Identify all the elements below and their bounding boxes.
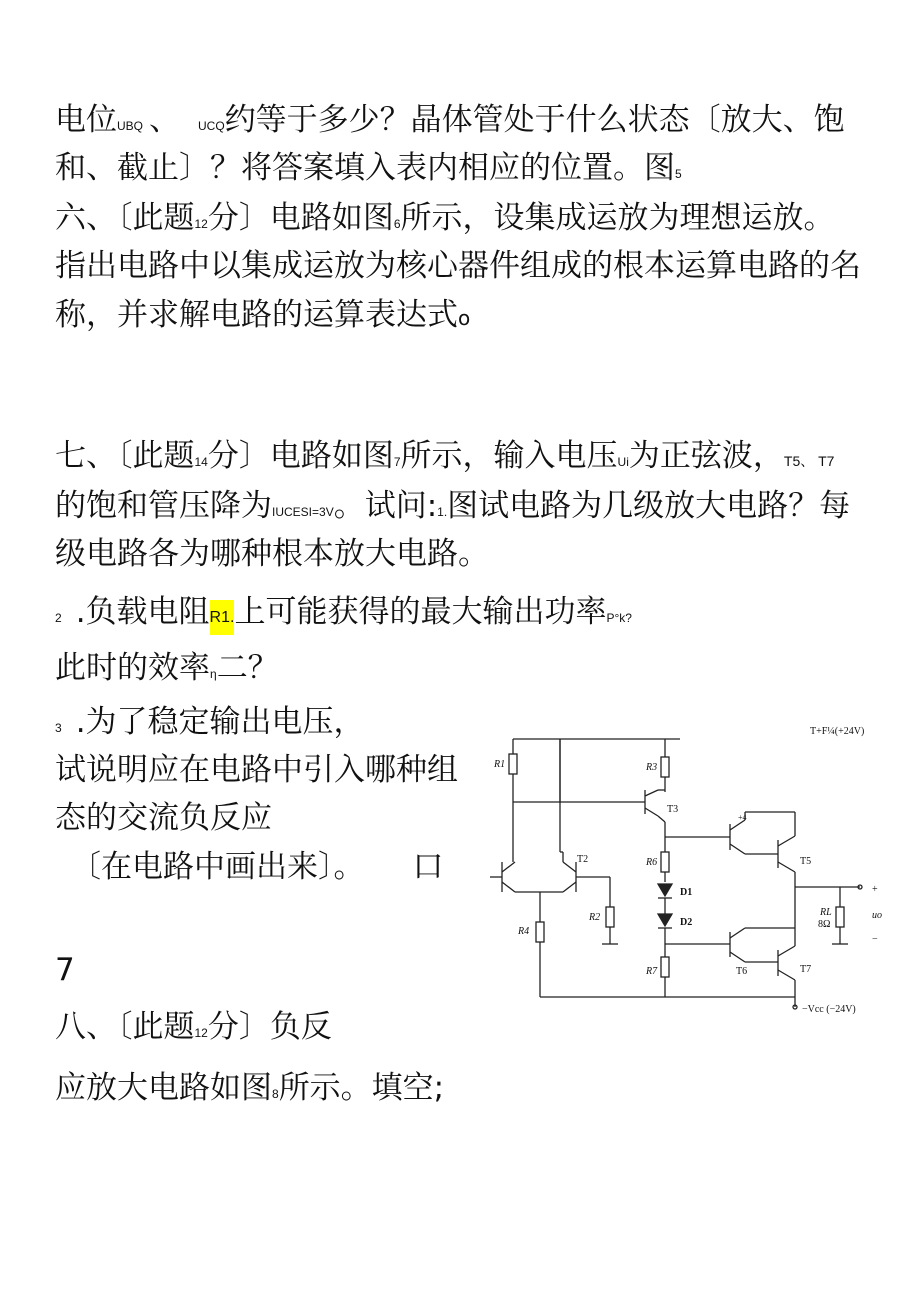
- text: 的饱和管压降为: [55, 488, 272, 524]
- text: 六、〔此题: [55, 200, 195, 236]
- figure-number: 8: [272, 1087, 279, 1101]
- vcc-negative-label: −Vcc (−24V): [802, 1004, 856, 1015]
- text: 电位: [55, 102, 117, 138]
- text: 约等于多少？晶体管处于什么状态〔放大、饱: [224, 102, 845, 138]
- symbol-ubq: UBQ: [117, 119, 144, 133]
- t6-label: T6: [736, 966, 748, 977]
- text: 所示。填空;: [278, 1070, 445, 1106]
- score: 14: [194, 455, 208, 469]
- text-line-6: [55, 436, 834, 482]
- t3-label: T3: [667, 804, 679, 815]
- r2-label: R2: [589, 912, 601, 923]
- score: 12: [194, 217, 208, 231]
- text: 所示，设集成运放为理想运放。: [400, 200, 835, 236]
- symbol-eta: η: [210, 667, 217, 681]
- text-line-2: [55, 148, 682, 194]
- figure-number: 6: [393, 217, 401, 231]
- t5-label: T5: [800, 856, 812, 867]
- r3-label: R3: [646, 762, 658, 773]
- symbol-pom: P°k?: [606, 611, 632, 625]
- text-line-3: [55, 198, 835, 244]
- item-number: 2: [55, 611, 62, 625]
- plus-sign: +: [872, 884, 878, 895]
- text: o: [458, 306, 471, 330]
- item-number: 1.: [437, 505, 448, 519]
- circuit-labels: [493, 726, 882, 1015]
- t4-label: +4: [738, 813, 747, 822]
- text-line-5: [55, 295, 470, 338]
- text: 、: [149, 102, 181, 138]
- symbol-uces: IUCESI=3V: [272, 505, 334, 519]
- d2-label: D2: [680, 917, 693, 928]
- figure-number: 7: [393, 455, 401, 469]
- text: 口: [412, 849, 444, 885]
- text: 此时的效率: [55, 650, 210, 686]
- symbol-ui: Ui: [617, 455, 629, 469]
- text-line-13: 态的交流负反应: [55, 800, 272, 836]
- text-line-4: 指出电路中以集成运放为核心器件组成的根本运算电路的名: [55, 248, 861, 284]
- minus-sign: −: [872, 934, 878, 945]
- symbol-t5-t7: T5、 T7: [783, 453, 835, 469]
- text-line-17: [55, 1068, 444, 1114]
- circuit-diagram: [480, 712, 900, 1032]
- symbol-ucq: UCQ: [198, 119, 225, 133]
- r4-label: R4: [518, 926, 530, 937]
- text-line-1: [55, 100, 845, 146]
- text: 分〕电路如图: [207, 200, 394, 236]
- t2-label: T2: [577, 854, 589, 865]
- r1-label: R1: [494, 759, 506, 770]
- text: 二？: [216, 650, 279, 686]
- text-line-8: 级电路各为哪种根本放大电路。: [55, 536, 489, 572]
- text-line-10: [55, 648, 279, 694]
- t7-label: T7: [800, 964, 812, 975]
- text: 。试问:: [333, 488, 438, 524]
- item-number: 3: [55, 721, 62, 735]
- text: 七、〔此题: [55, 438, 195, 474]
- uo-label: uo: [872, 910, 882, 921]
- figure-number: 5: [675, 167, 682, 181]
- text: 图试电路为几级放大电路？每: [447, 488, 851, 524]
- r7-label: R7: [646, 966, 658, 977]
- symbol-rl: R1.: [210, 600, 235, 635]
- rl-value: 8Ω: [818, 919, 831, 930]
- text-line-15: 7: [55, 952, 75, 988]
- text: 应放大电路如图: [55, 1070, 272, 1106]
- text-line-9: [55, 592, 632, 638]
- text-line-7: [55, 486, 850, 532]
- score: 12: [194, 1026, 208, 1040]
- text: 分〕电路如图: [207, 438, 394, 474]
- text: 上可能获得的最大输出功率: [234, 594, 607, 630]
- text: 分〕负反: [207, 1009, 332, 1045]
- d1-label: D1: [680, 887, 693, 898]
- text-line-12: 试说明应在电路中引入哪种组: [55, 752, 458, 788]
- text: 为正弦波，: [628, 438, 784, 474]
- text-line-14: [70, 847, 444, 887]
- text: 八、〔此题: [55, 1009, 195, 1045]
- text-line-16: [55, 1007, 332, 1053]
- text-line-11: [55, 702, 365, 748]
- text: .负载电阻: [75, 594, 210, 630]
- text: 称，并求解电路的运算表达式: [55, 297, 458, 333]
- vcc-positive-label: T+F¼(+24V): [810, 726, 865, 737]
- r6-label: R6: [646, 857, 658, 868]
- text: 所示，输入电压: [400, 438, 618, 474]
- text: .为了稳定输出电压，: [75, 704, 365, 740]
- text: 〔在电路中画出来〕。: [70, 849, 365, 885]
- text: 和、截止〕？将答案填入表内相应的位置。图: [55, 150, 675, 186]
- rl-label: RL: [820, 907, 832, 918]
